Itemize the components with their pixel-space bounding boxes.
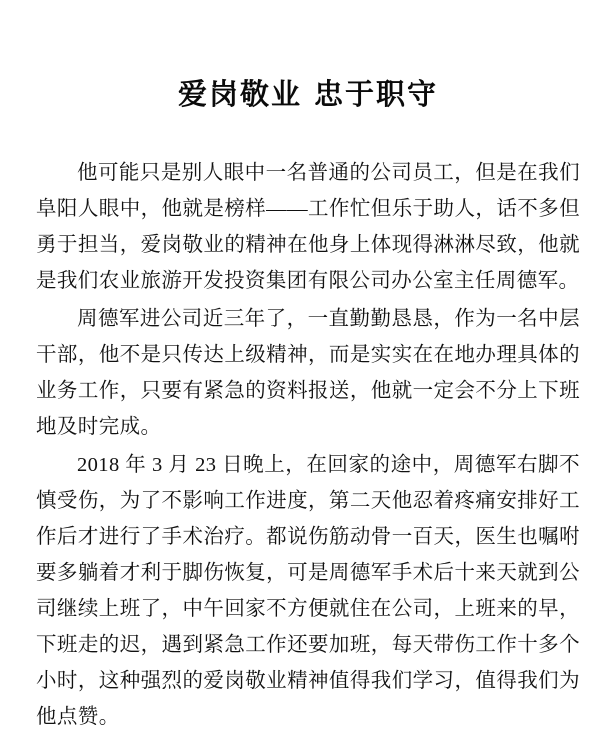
document-body (36, 155, 580, 735)
paragraph-2: 周德军进公司近三年了，一直勤勤恳恳，作为一名中层干部，他不是只传达上级精神，而是实实在在地办理具体的业务工作，只要有紧急的资料报送，他就一定会不分上下班地及时完成。 (36, 308, 580, 438)
paragraph-3: 2018 年 3 月 23 日晚上，在回家的途中，周德军右脚不慎受伤，为了不影响工作进度，第二天他忍着疼痛安排好工作后才进行了手术治疗。都说伤筋动骨一百天，医生也嘱咐要多躺着才利于脚伤恢复，可是周德军手术后十来天就到公司继续上班了，中午回家不方便就住在公司，上班来的早，下班走的迟，遇到紧急工作还要加班，每天带伤工作十多个小时，这种强烈的爱岗敬业精神值得我们学习，值得我们为他点赞。 (36, 454, 580, 728)
page-title: 爱岗敬业 忠于职守 (177, 77, 439, 111)
paragraph-1: 他可能只是别人眼中一名普通的公司员工，但是在我们阜阳人眼中，他就是榜样——工作忙但乐于助人，话不多但勇于担当，爱岗敬业的精神在他身上体现得淋淋尽致，他就是我们农业旅游开发投资集团有限公司办公室主任周德军。 (36, 162, 580, 292)
